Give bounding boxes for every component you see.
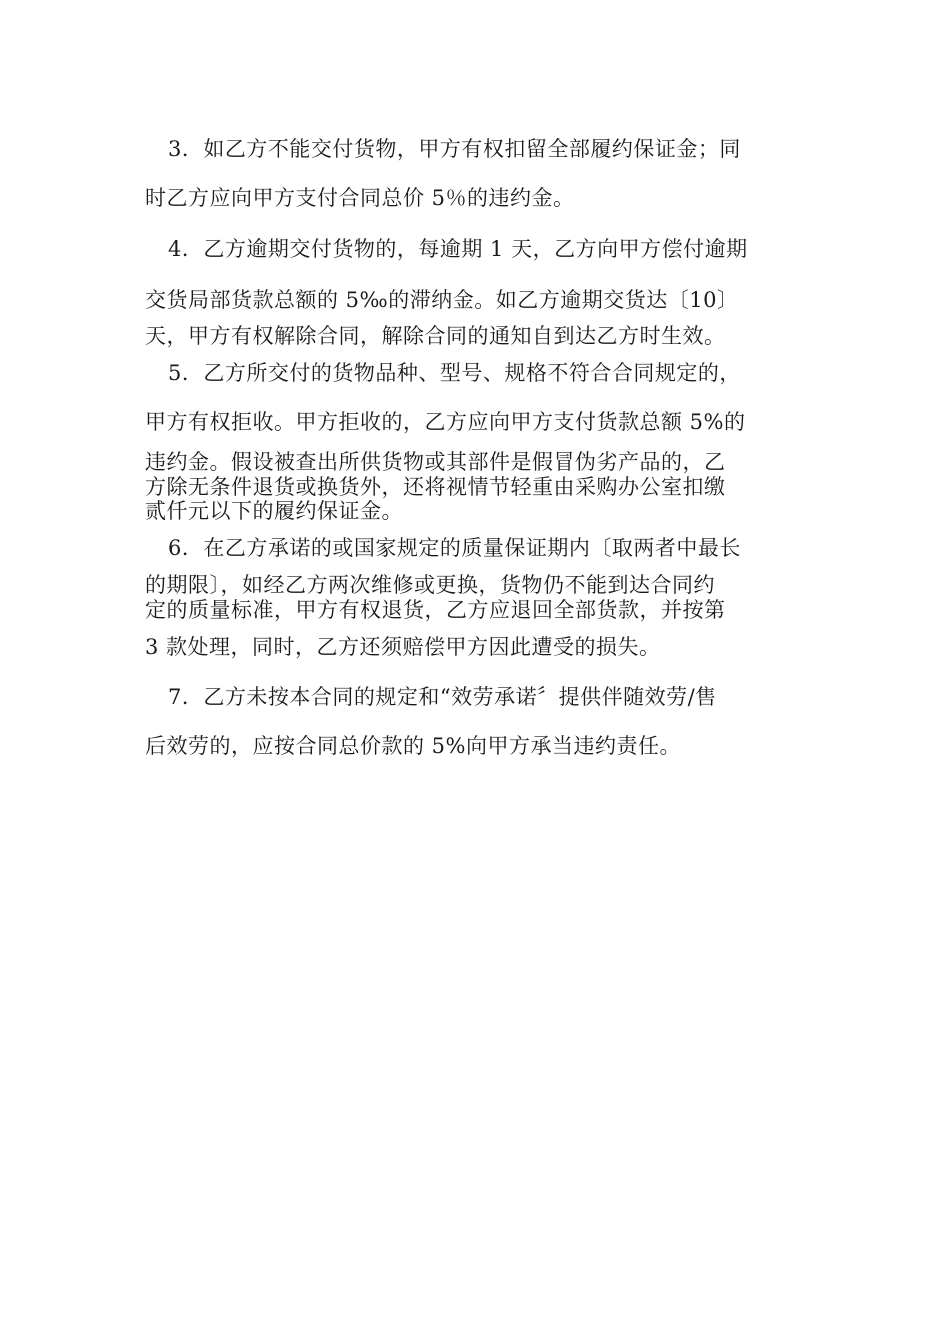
clause-6-line-4: 3 款处理，同时，乙方还须赔偿甲方因此遭受的损失。: [145, 635, 661, 659]
clause-5-line-1: 5．乙方所交付的货物品种、型号、规格不符合合同规定的，: [168, 361, 741, 385]
clause-4-line-2: 交货局部货款总额的 5‰的滞纳金。如乙方逾期交货达〔10〕: [145, 288, 739, 312]
clause-4-line-1: 4．乙方逾期交付货物的，每逾期 1 天，乙方向甲方偿付逾期: [168, 237, 748, 261]
clause-5-line-2: 甲方有权拒收。甲方拒收的，乙方应向甲方支付货款总额 5%的: [145, 410, 746, 434]
clause-3-line-2: 时乙方应向甲方支付合同总价 5％的违约金。: [145, 186, 575, 210]
clause-6-line-3: 定的质量标准，甲方有权退货，乙方应退回全部货款，并按第: [145, 598, 726, 622]
clause-4-line-3: 天，甲方有权解除合同，解除合同的通知自到达乙方时生效。: [145, 324, 726, 348]
clause-6-line-1: 6．在乙方承诺的或国家规定的质量保证期内〔取两者中最长: [168, 536, 741, 560]
clause-7-line-2: 后效劳的，应按合同总价款的 5%向甲方承当违约责任。: [145, 734, 681, 758]
clause-5-line-3: 违约金。假设被查出所供货物或其部件是假冒伪劣产品的，乙: [145, 450, 726, 474]
clause-7-line-1: 7．乙方未按本合同的规定和“效劳承诺〞提供伴随效劳/售: [168, 685, 717, 709]
clause-6-line-2: 的期限〕，如经乙方两次维修或更换，货物仍不能到达合同约: [145, 573, 715, 597]
clause-5-line-4: 方除无条件退货或换货外，还将视情节轻重由采购办公室扣缴: [145, 475, 726, 499]
clause-3-line-1: 3．如乙方不能交付货物，甲方有权扣留全部履约保证金；同: [168, 137, 741, 161]
clause-5-line-5: 贰仟元以下的履约保证金。: [145, 499, 403, 523]
